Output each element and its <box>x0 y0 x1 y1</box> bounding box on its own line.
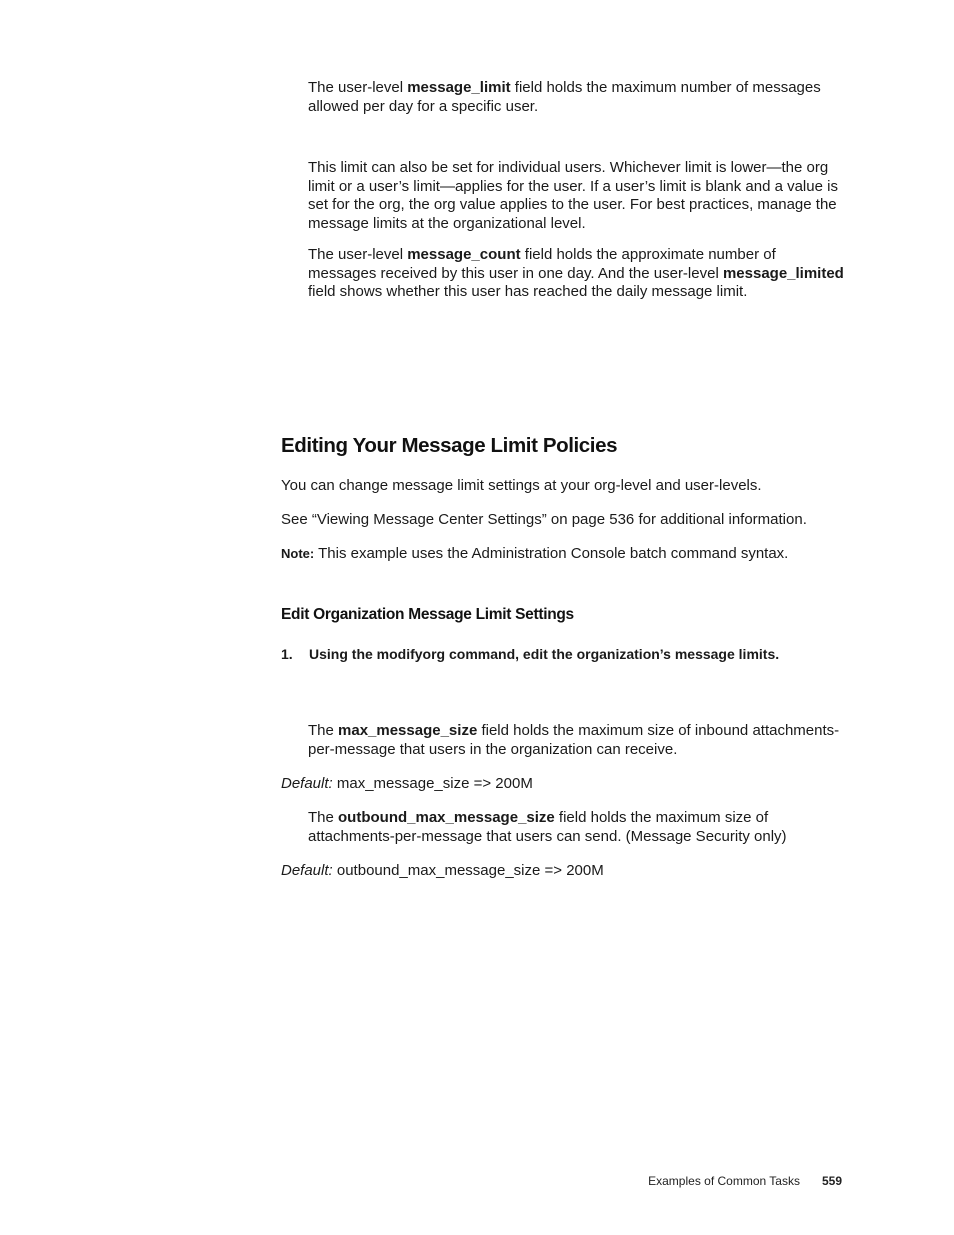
default-outbound-max-message-size: Default: outbound_max_message_size => 200M <box>281 862 604 879</box>
paragraph-max-message-size: The max_message_size field holds the maximum size of inbound attachments-per-message that users in the organization can receive. <box>308 722 840 758</box>
see-also-reference: See “Viewing Message Center Settings” on page 536 for additional information. <box>281 511 807 528</box>
paragraph-message-count: The user-level message_count field holds the approximate number of messages received by this user in one day. And the user-level message_limited field shows whether this user has reached the daily message limit. <box>308 246 844 301</box>
subsection-heading: Edit Organization Message Limit Settings <box>281 606 574 623</box>
default-label: Default: <box>281 862 333 879</box>
field-name-message-limited: message_limited <box>722 264 844 282</box>
paragraph-outbound-max-message-size: The outbound_max_message_size field holds the maximum size of attachments-per-message that users can send. (Message Security only) <box>308 809 787 845</box>
default-label: Default: <box>281 775 333 792</box>
section-intro: You can change message limit settings at your org-level and user-levels. <box>281 477 762 494</box>
page-footer <box>560 1174 842 1189</box>
paragraph-limit-precedence: This limit can also be set for individual users. Whichever limit is lower—the org limit or a user’s limit—applies for the user. If a user’s limit is blank and a value is set for the org, the org value applies to the user. For best practices, manage the message limits at the organizational level. <box>308 159 838 233</box>
step-text: Using the modifyorg command, edit the organization’s message limits. <box>309 646 780 662</box>
field-name-outbound-max-message-size: outbound_max_message_size <box>338 809 555 826</box>
note: Note: This example uses the Administration Console batch command syntax. <box>281 545 789 562</box>
section-heading: Editing Your Message Limit Policies <box>281 434 618 457</box>
footer-chapter-title: Examples of Common Tasks <box>648 1174 800 1188</box>
field-name-message-limit: message_limit <box>407 79 511 96</box>
field-name-max-message-size: max_message_size <box>338 722 478 739</box>
field-name-message-count: message_count <box>407 246 521 263</box>
note-label: Note: <box>281 546 315 561</box>
paragraph-message-limit: The user-level message_limit field holds the maximum number of messages allowed per day for a specific user. <box>308 79 821 115</box>
step-number: 1. <box>281 646 293 662</box>
step-1 <box>281 645 851 663</box>
default-max-message-size: Default: max_message_size => 200M <box>281 775 533 792</box>
page-number: 559 <box>821 1174 842 1188</box>
